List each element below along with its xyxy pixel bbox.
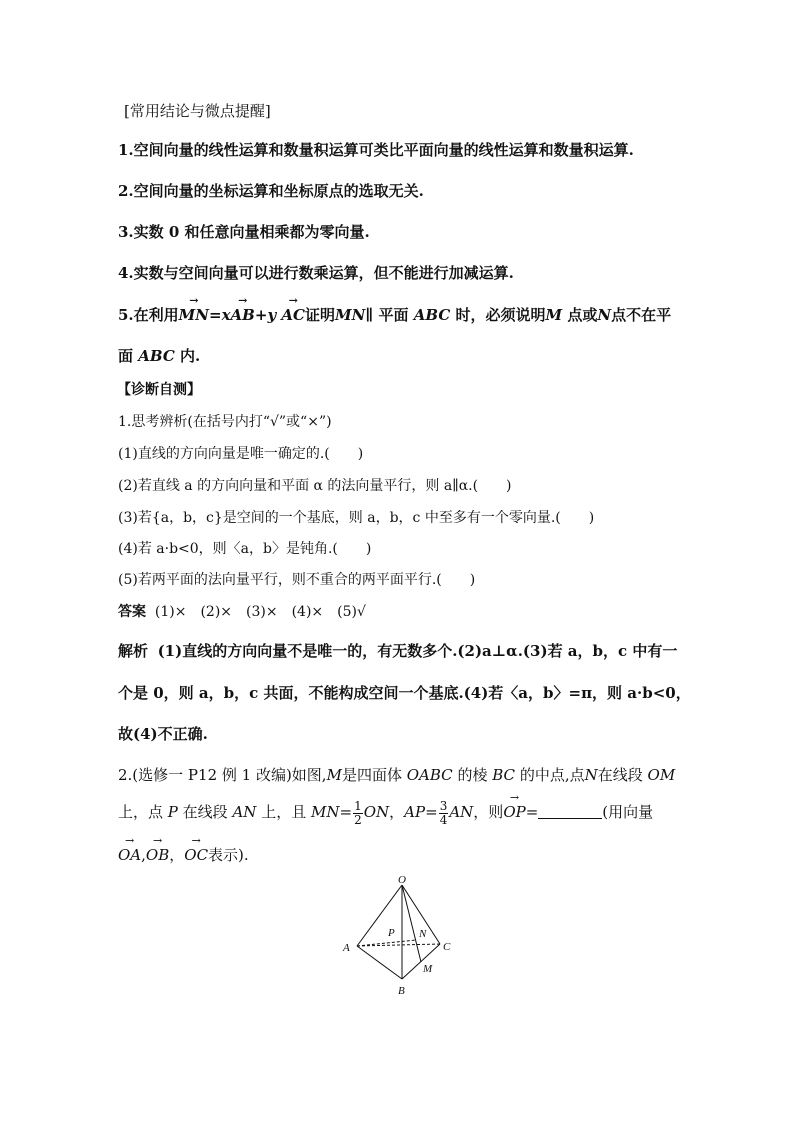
q2-l2-an: AN [232,803,257,822]
q2-l2-eq1: = [339,803,353,822]
label-m: M [423,963,433,975]
edge-oa [357,885,402,946]
vector-ob: → OB [146,846,169,864]
q2-l2-eq2: = [425,803,438,822]
q2-l2-an2: AN [449,803,474,822]
c5-y: y [267,306,277,324]
q1-analysis-line-2: 个是 0，则 a，b，c 共面，不能构成空间一个基底.(4)若〈a，b〉=π，则 a·b<0， [118,684,691,702]
c5-text-3: ∥ 平面 [365,306,409,324]
vector-ab: → AB [231,306,255,324]
q2-l3-tail: 表示). [208,846,249,864]
tetrahedron-figure [336,874,466,999]
c5-line2-a: 面 [118,347,134,365]
c5-text-6: 点不在平 [611,306,672,324]
answer-text: (1)× (2)× (3)× (4)× (5)√ [154,604,366,620]
c5-plus: + [254,306,268,324]
q2-l2-p: P [167,803,178,822]
c5-text-4: 时，必须说明 [455,306,546,324]
edge-ab [357,946,402,979]
label-c: C [443,941,451,953]
frac1-num: 1 [354,799,362,813]
q2-l2-on: ON [363,803,390,822]
q2-l2-mn: MN [311,803,340,822]
fraction-one-half [353,800,363,826]
answer-label: 答案 [118,604,146,620]
vector-ac: → AC [281,306,305,324]
conclusion-1: 1.空间向量的线性运算和数量积运算可类比平面向量的线性运算和数量积运算. [118,141,634,159]
section-title: [常用结论与微点提醒] [124,102,271,120]
frac2-num: 3 [439,799,448,813]
c5-eq: = [209,306,222,324]
q2-l2-eq3: = [525,803,539,822]
c5-x: x [221,306,231,324]
conclusion-5 [118,306,671,324]
analysis-label: 解析 [118,642,149,660]
label-a: A [343,942,350,954]
q2-line-3: → OA,→ OB，→ OC表示). [118,846,249,864]
q2-l1-e: 在线段 [597,766,643,784]
conclusion-4: 4.实数与空间向量可以进行数乘运算，但不能进行加减运算. [118,264,514,282]
answer-blank[interactable] [538,804,602,819]
q1-analysis-line-3: 故(4)不正确. [118,725,208,743]
q2-l2-a: 上，点 [118,803,164,822]
vector-oa: → OA [118,846,141,864]
q1-statement-4: (4)若 a·b<0，则〈a，b〉是钝角.( ) [118,541,372,557]
q2-l2-tail: (用向量 [602,803,654,822]
q2-line-1 [118,766,675,784]
conclusion-5-continued [118,347,200,365]
q2-l2-then: ，则 [473,803,504,822]
frac1-den: 2 [354,812,362,827]
q2-l2-comma: ， [389,803,405,822]
q2-l1-n: N [584,766,598,784]
frac2-den: 4 [439,812,448,827]
c5-text-1: 5.在利用 [118,306,179,324]
q2-l1-a: 2.(选修一 P12 例 1 改编)如图, [118,766,327,784]
c5-line2-b: 内. [180,347,201,365]
q1-statement-3: (3)若{a，b，c}是空间的一个基底，则 a，b，c 中至多有一个零向量.( ) [118,510,595,526]
q1-statement-1: (1)直线的方向向量是唯一确定的.( ) [118,446,364,462]
conclusion-3: 3.实数 0 和任意向量相乘都为零向量. [118,223,370,241]
q2-l1-bc: BC [492,766,516,784]
q1-answer [118,604,366,621]
vector-mn: → MN [179,306,209,324]
q2-l1-om: OM [647,766,676,784]
c5-abc: ABC [413,306,451,324]
fraction-three-quarters [439,800,449,826]
diagnosis-header: 【诊断自测】 [117,382,201,398]
label-p: P [388,927,395,939]
q1-analysis-line-1 [118,642,677,660]
label-n: N [419,928,427,940]
c5-abc-2: ABC [138,347,175,365]
q2-l1-d: 的中点,点 [519,766,585,784]
q2-l1-c: 的棱 [457,766,488,784]
q2-line-2 [118,800,653,826]
c5-text-2: 证明 [304,306,335,324]
vector-op: → OP [503,803,525,821]
label-o: O [398,874,406,886]
q2-l1-m: M [326,766,342,784]
label-b: B [398,985,405,997]
q1-statement-2: (2)若直线 a 的方向向量和平面 α 的法向量平行，则 a∥α.( ) [118,478,512,494]
q2-l2-b: 在线段 [182,803,228,822]
c5-text-5: 点或 [567,306,598,324]
vector-oc: → OC [184,846,208,864]
q2-l1-b: 是四面体 [341,766,402,784]
c5-m: M [545,306,563,324]
c5-n: N [597,306,612,324]
analysis-text-1: (1)直线的方向向量不是唯一的，有无数多个.(2)a⊥α.(3)若 a，b，c 中有一 [157,642,678,660]
q2-l2-c: 上，且 [261,803,307,822]
q1-statement-5: (5)若两平面的法向量平行，则不重合的两平面平行.( ) [118,572,476,588]
conclusion-2: 2.空间向量的坐标运算和坐标原点的选取无关. [118,182,424,200]
q2-l2-ap: AP [404,803,426,822]
segment-om [402,885,421,962]
c5-mn: MN [334,306,366,324]
q1-title: 1.思考辨析(在括号内打“√”或“×”) [118,414,332,430]
q2-l1-oabc: OABC [406,766,453,784]
